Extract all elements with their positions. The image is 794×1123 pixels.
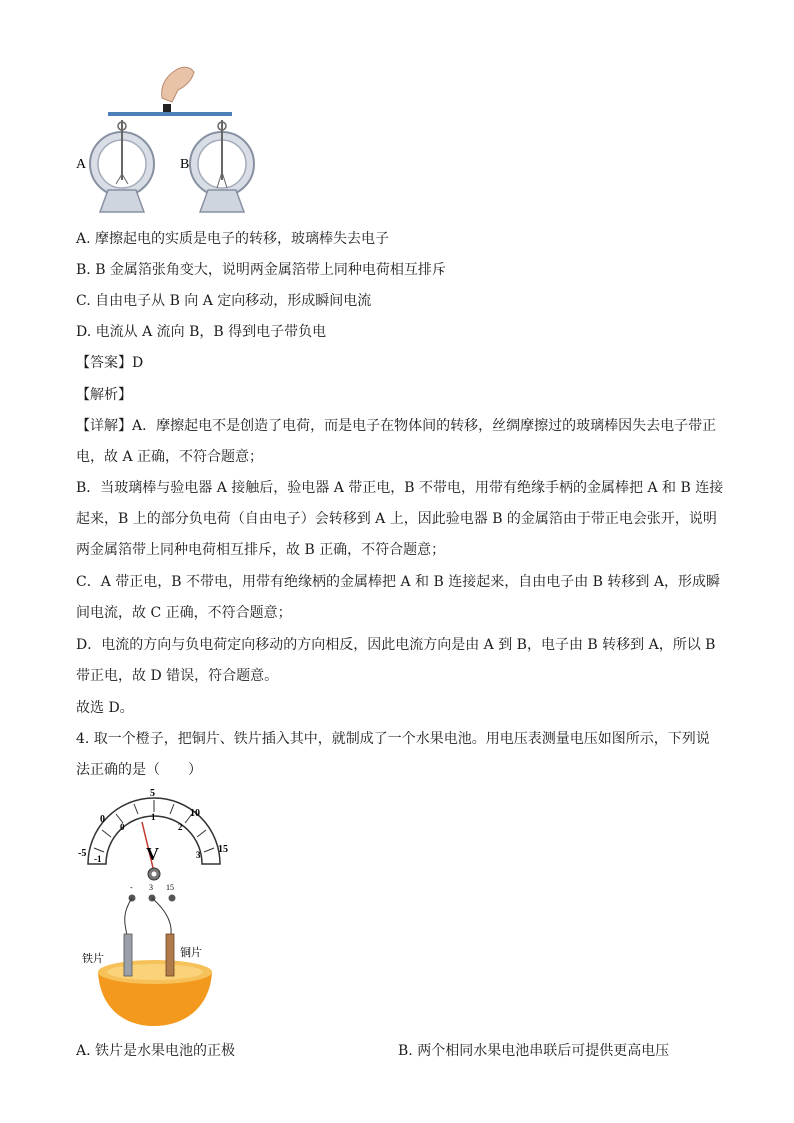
q3-option-b: B. B 金属箔张角变大，说明两金属箔带上同种电荷相互排斥: [76, 262, 446, 278]
label-a: A: [76, 157, 87, 172]
q4-option-b: B. 两个相同水果电池串联后可提供更高电压: [398, 1043, 670, 1059]
q3-option-d: D. 电流从 A 流向 B，B 得到电子带负电: [76, 324, 327, 340]
outer-tick-10: 10: [190, 808, 200, 819]
terminal-15: 15: [166, 883, 174, 892]
label-b: B: [180, 157, 190, 172]
label-copper: 铜片: [180, 946, 202, 959]
outer-tick-15: 15: [218, 844, 228, 855]
q3-option-a: A. 摩擦起电的实质是电子的转移，玻璃棒失去电子: [76, 231, 390, 247]
explanation-b: B．当玻璃棒与验电器 A 接触后，验电器 A 带正电，B 不带电，用带有绝缘手柄的金属棒把 A 和 B 连接 起来，B 上的部分负电荷（自由电子）会转移到 A 上，因此验电器 B 的金属箔由于带正电会张开，说明 两金属箔带上同种电荷相互排斥，故 B 正确，不符合题意；: [76, 480, 724, 558]
electroscope-figure: [74, 62, 264, 220]
inner-tick-0: 0: [120, 822, 125, 832]
terminal-neg: -: [130, 883, 133, 892]
meter-unit: V: [146, 844, 159, 864]
terminal-3: 3: [149, 883, 153, 892]
inner-tick-minus1: -1: [94, 854, 102, 864]
q4-stem: 4. 取一个橙子，把铜片、铁片插入其中，就制成了一个水果电池。用电压表测量电压如图所示，下列说 法正确的是（ ）: [76, 731, 710, 778]
voltmeter-figure: [74, 786, 234, 1032]
inner-tick-3: 3: [196, 850, 201, 860]
conclusion: 故选 D。: [76, 700, 134, 716]
explanation-a: 【详解】A．摩擦起电不是创造了电荷，而是电子在物体间的转移，丝绸摩擦过的玻璃棒因失去电子带正 电，故 A 正确，不符合题意；: [76, 418, 717, 465]
inner-tick-2: 2: [178, 822, 183, 832]
answer: 【答案】D: [76, 355, 144, 371]
explanation-d: D．电流的方向与负电荷定向移动的方向相反，因此电流方向是由 A 到 B，电子由 B 转移到 A，所以 B 带正电，故 D 错误，符合题意。: [76, 637, 716, 684]
outer-tick-minus5: -5: [78, 848, 87, 859]
analysis-heading: 【解析】: [76, 387, 132, 403]
outer-tick-0: 0: [100, 814, 105, 825]
outer-tick-5: 5: [150, 788, 155, 799]
inner-tick-1: 1: [151, 812, 156, 822]
explanation-c: C．A 带正电，B 不带电，用带有绝缘柄的金属棒把 A 和 B 连接起来，自由电子由 B 转移到 A，形成瞬 间电流，故 C 正确，不符合题意；: [76, 574, 720, 621]
label-iron: 铁片: [82, 952, 104, 965]
q4-option-a: A. 铁片是水果电池的正极: [76, 1043, 236, 1059]
q3-option-c: C. 自由电子从 B 向 A 定向移动，形成瞬间电流: [76, 293, 372, 309]
